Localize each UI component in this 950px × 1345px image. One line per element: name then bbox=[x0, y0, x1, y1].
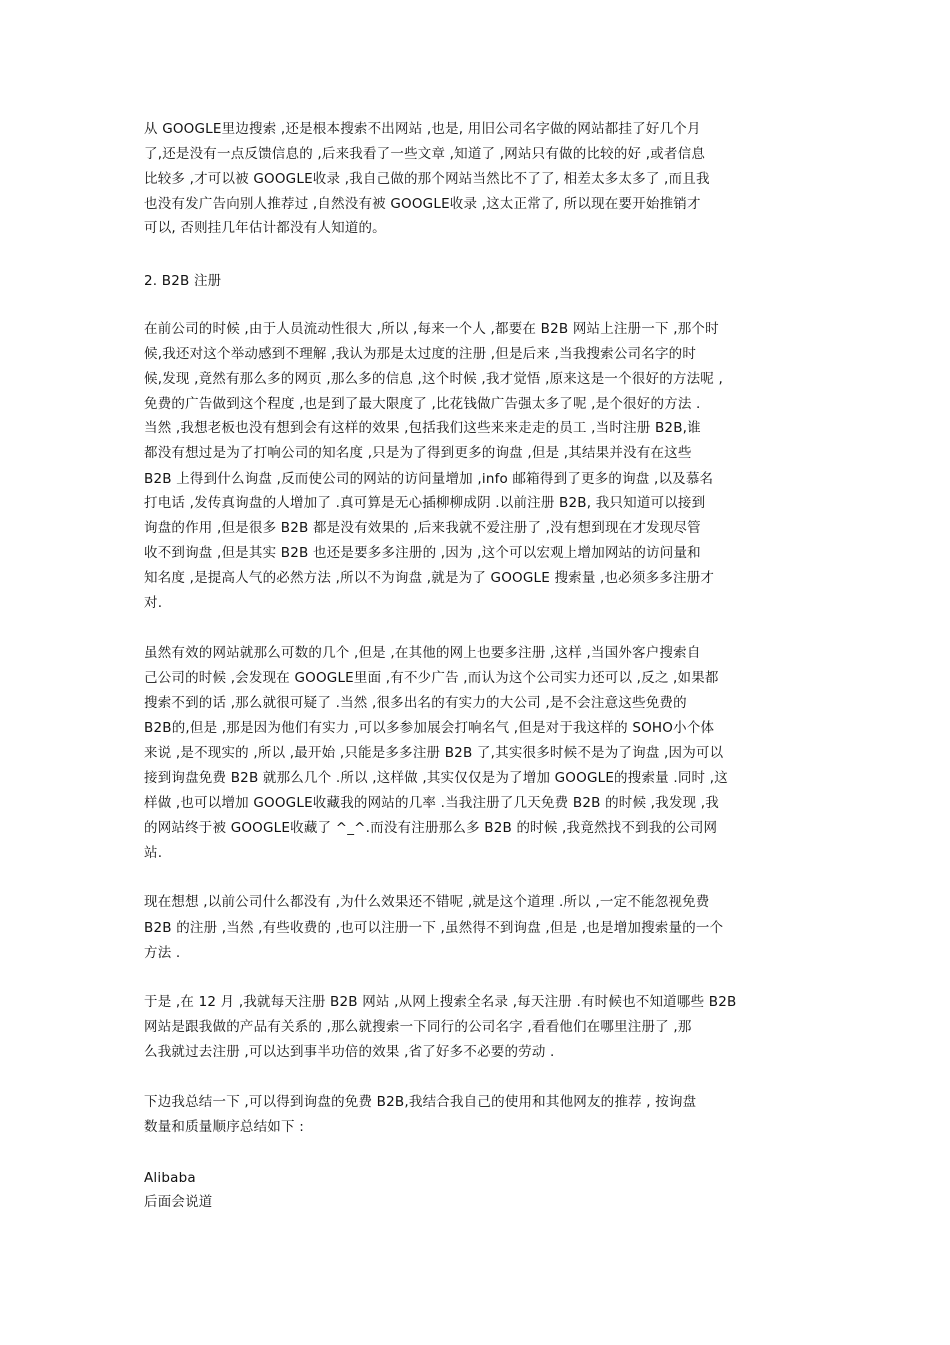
paragraph-5-line: 网站是跟我做的产品有关系的 ,那么就搜索一下同行的公司名字 ,看看他们在哪里注册了 ,那 bbox=[144, 1019, 692, 1035]
paragraph-2-line: 候,我还对这个举动感到不理解 ,我认为那是太过度的注册 ,但是后来 ,当我搜索公司名字的时 bbox=[144, 346, 697, 362]
paragraph-3-line: 虽然有效的网站就那么可数的几个 ,但是 ,在其他的网上也要多注册 ,这样 ,当国外客户搜索自 bbox=[144, 645, 701, 661]
paragraph-3-line: 接到询盘免费 B2B 就那么几个 .所以 ,这样做 ,其实仅仅是为了增加 GOOGLE的搜索量 .同时 ,这 bbox=[144, 770, 728, 786]
paragraph-4-line: 方法 . bbox=[144, 945, 181, 961]
paragraph-3-line: 来说 ,是不现实的 ,所以 ,最开始 ,只能是多多注册 B2B 了,其实很多时候不是为了询盘 ,因为可以 bbox=[144, 745, 724, 761]
section-heading: 2. B2B 注册 bbox=[144, 273, 222, 289]
paragraph-3-line: B2B的,但是 ,那是因为他们有实力 ,可以多参加展会打响名气 ,但是对于我这样的 SOHO小个体 bbox=[144, 720, 715, 736]
paragraph-2-line: 在前公司的时候 ,由于人员流动性很大 ,所以 ,每来一个人 ,都要在 B2B 网站上注册一下 ,那个时 bbox=[144, 321, 719, 337]
paragraph-2-line: 都没有想过是为了打响公司的知名度 ,只是为了得到更多的询盘 ,但是 ,其结果并没有在这些 bbox=[144, 445, 692, 461]
paragraph-3-line: 站. bbox=[144, 845, 163, 861]
paragraph-3-line: 搜索不到的话 ,那么就很可疑了 .当然 ,很多出名的有实力的大公司 ,是不会注意这些免费的 bbox=[144, 695, 687, 711]
paragraph-1-line: 从 GOOGLE里边搜索 ,还是根本搜索不出网站 ,也是, 用旧公司名字做的网站都挂了好几个月 bbox=[144, 121, 701, 137]
alibaba-heading: Alibaba bbox=[144, 1170, 196, 1186]
paragraph-2-line: 收不到询盘 ,但是其实 B2B 也还是要多多注册的 ,因为 ,这个可以宏观上增加网站的访问量和 bbox=[144, 545, 701, 561]
paragraph-1-line: 也没有发广告向别人推荐过 ,自然没有被 GOOGLE收录 ,这太正常了, 所以现在要开始推销才 bbox=[144, 196, 701, 212]
paragraph-2-line: 询盘的作用 ,但是很多 B2B 都是没有效果的 ,后来我就不爱注册了 ,没有想到现在才发现尽管 bbox=[144, 520, 701, 536]
paragraph-2-line: 知名度 ,是提高人气的必然方法 ,所以不为询盘 ,就是为了 GOOGLE 搜索量 ,也必须多多注册才 bbox=[144, 570, 715, 586]
paragraph-4-line: B2B 的注册 ,当然 ,有些收费的 ,也可以注册一下 ,虽然得不到询盘 ,但是 ,也是增加搜索量的一个 bbox=[144, 920, 724, 936]
paragraph-3-line: 己公司的时候 ,会发现在 GOOGLE里面 ,有不少广告 ,而认为这个公司实力还可以 ,反之 ,如果都 bbox=[144, 670, 719, 686]
paragraph-2-line: 候,发现 ,竟然有那么多的网页 ,那么多的信息 ,这个时候 ,我才觉悟 ,原来这是一个很好的方法呢 , bbox=[144, 371, 723, 387]
paragraph-5-line: 于是 ,在 12 月 ,我就每天注册 B2B 网站 ,从网上搜索全名录 ,每天注册 .有时候也不知道哪些 B2B bbox=[144, 994, 737, 1010]
paragraph-5-line: 么我就过去注册 ,可以达到事半功倍的效果 ,省了好多不必要的劳动 . bbox=[144, 1044, 555, 1060]
paragraph-2-line: 免费的广告做到这个程度 ,也是到了最大限度了 ,比花钱做广告强太多了呢 ,是个很好的方法 . bbox=[144, 396, 701, 412]
paragraph-1-line: 可以, 否则挂几年估计都没有人知道的。 bbox=[144, 220, 386, 236]
paragraph-4-line: 现在想想 ,以前公司什么都没有 ,为什么效果还不错呢 ,就是这个道理 .所以 ,一定不能忽视免费 bbox=[144, 894, 710, 910]
paragraph-6-line: 数量和质量顺序总结如下 : bbox=[144, 1119, 304, 1135]
paragraph-3-line: 样做 ,也可以增加 GOOGLE收藏我的网站的几率 .当我注册了几天免费 B2B 的时候 ,我发现 ,我 bbox=[144, 795, 719, 811]
alibaba-note: 后面会说道 bbox=[144, 1194, 213, 1210]
paragraph-3-line: 的网站终于被 GOOGLE收藏了 ^_^.而没有注册那么多 B2B 的时候 ,我竟然找不到我的公司网 bbox=[144, 820, 718, 836]
paragraph-2-line: 当然 ,我想老板也没有想到会有这样的效果 ,包括我们这些来来走走的员工 ,当时注册 B2B,谁 bbox=[144, 420, 701, 436]
paragraph-1-line: 比较多 ,才可以被 GOOGLE收录 ,我自己做的那个网站当然比不了了, 相差太多太多了 ,而且我 bbox=[144, 171, 710, 187]
paragraph-2-line: 打电话 ,发传真询盘的人增加了 .真可算是无心插柳柳成阴 .以前注册 B2B, 我只知道可以接到 bbox=[144, 495, 706, 511]
paragraph-1-line: 了,还是没有一点反馈信息的 ,后来我看了一些文章 ,知道了 ,网站只有做的比较的好 ,或者信息 bbox=[144, 146, 706, 162]
paragraph-6-line: 下边我总结一下 ,可以得到询盘的免费 B2B,我结合我自己的使用和其他网友的推荐 , 按询盘 bbox=[144, 1094, 697, 1110]
paragraph-2-line: B2B 上得到什么询盘 ,反而使公司的网站的访问量增加 ,info 邮箱得到了更多的询盘 ,以及慕名 bbox=[144, 471, 714, 487]
paragraph-2-line: 对. bbox=[144, 595, 163, 611]
